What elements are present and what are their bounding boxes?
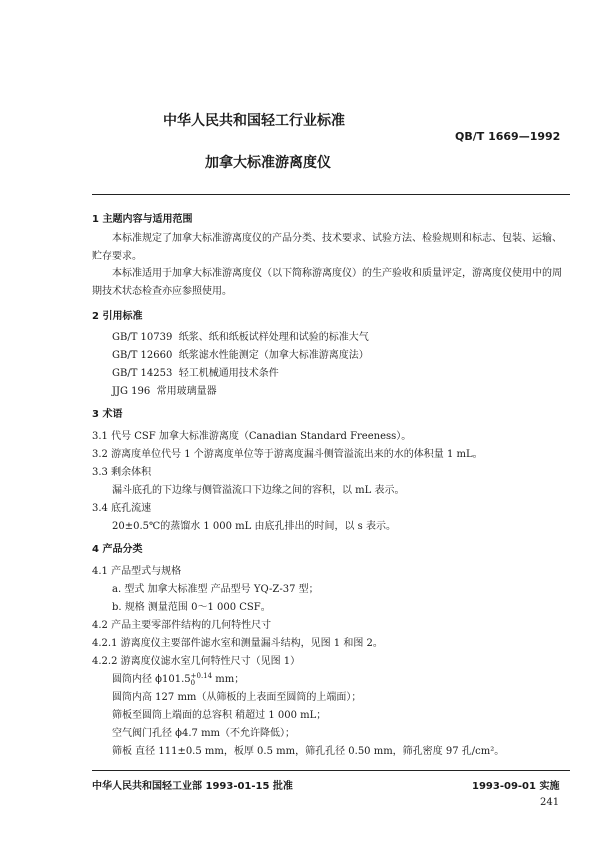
tolerance-lower: 0	[190, 678, 196, 687]
standard-code: QB/T 1669—1992	[455, 130, 561, 143]
clause-4-1-a: a. 型式 加拿大标准型 产品型号 YQ-Z-37 型；	[112, 584, 319, 595]
dimension-cylinder-height: 圆筒内高 127 mm（从筛板的上表面至圆筒的上端面）；	[112, 692, 362, 703]
dimension-cylinder-diameter	[112, 670, 244, 687]
reference-title: 常用玻璃量器	[156, 386, 217, 397]
clause-4-1-b: b. 规格 测量范围 0～1 000 CSF。	[112, 602, 271, 613]
dimension-air-valve: 空气阀门孔径 ϕ4.7 mm（不允许降低）；	[112, 728, 296, 739]
doc-title: 加拿大标准游离度仪	[205, 155, 331, 171]
section-1-paragraph-1: 本标准规定了加拿大标准游离度仪的产品分类、技术要求、试验方法、检验规则和标志、包装、运输、贮存要求。	[92, 233, 562, 262]
reference-code: GB/T 14253	[112, 368, 173, 379]
term-3-3-definition: 漏斗底孔的下边缘与侧管溢流口下边缘之间的容积，以 mL 表示。	[112, 485, 405, 496]
reference-title: 纸浆、纸和纸板试样处理和试验的标准大气	[178, 332, 369, 343]
term-3-3: 3.3 剩余体积	[92, 467, 152, 478]
effective-date: 1993-09-01 实施	[472, 781, 560, 792]
clause-4-2-1: 4.2.1 游离度仪主要部件滤水室和测量漏斗结构，见图 1 和图 2。	[92, 638, 383, 649]
term-3-4: 3.4 底孔流速	[92, 503, 152, 514]
section-3-heading: 3 术语	[92, 409, 123, 420]
clause-4-2: 4.2 产品主要零部件结构的几何特性尺寸	[92, 620, 272, 631]
section-4-heading: 4 产品分类	[92, 544, 143, 555]
footer-rule	[92, 770, 570, 771]
clause-4-1: 4.1 产品型式与规格	[92, 566, 182, 577]
reference-code: GB/T 10739	[112, 332, 173, 343]
dimension-label: 圆筒内径 ϕ101.5	[112, 674, 191, 685]
dimension-total-volume: 筛板至圆筒上端面的总容积 稍超过 1 000 mL；	[112, 710, 327, 721]
term-3-4-definition: 20±0.5℃的蒸馏水 1 000 mL 由底孔排出的时间，以 s 表示。	[112, 521, 396, 532]
tolerance-upper: +0.14	[190, 671, 213, 680]
term-3-1: 3.1 代号 CSF 加拿大标准游离度（Canadian Standard Freeness）。	[92, 431, 412, 442]
reference-code: JJG 196	[112, 386, 151, 397]
section-1-heading: 1 主题内容与适用范围	[92, 214, 193, 225]
section-2-heading: 2 引用标准	[92, 311, 143, 322]
reference-item	[112, 346, 369, 361]
dimension-screen-plate: 筛板 直径 111±0.5 mm，板厚 0.5 mm，筛孔孔径 0.50 mm，筛孔密度 97 孔/cm²。	[112, 746, 505, 757]
header-rule	[92, 194, 570, 195]
reference-title: 纸浆滤水性能测定（加拿大标准游离度法）	[178, 350, 369, 361]
reference-code: GB/T 12660	[112, 350, 173, 361]
page-number: 241	[540, 797, 560, 808]
clause-4-2-2: 4.2.2 游离度仪滤水室几何特性尺寸（见图 1）	[92, 656, 301, 667]
reference-title: 轻工机械通用技术条件	[178, 368, 279, 379]
reference-item	[112, 364, 279, 379]
issuer-line: 中华人民共和国轻工业部 1993-01-15 批准	[92, 781, 293, 792]
section-1-paragraph-2: 本标准适用于加拿大标准游离度仪（以下简称游离度仪）的生产验收和质量评定，游离度仪使用中的周期技术状态检查亦应参照使用。	[92, 268, 562, 297]
reference-item	[112, 382, 217, 397]
reference-item	[112, 328, 369, 343]
dimension-unit: mm；	[212, 674, 245, 685]
term-3-2: 3.2 游离度单位代号 1 个游离度单位等于游离度漏斗侧管溢流出来的水的体积量 1 mL。	[92, 449, 483, 460]
standard-title: 中华人民共和国轻工行业标准	[163, 113, 345, 129]
